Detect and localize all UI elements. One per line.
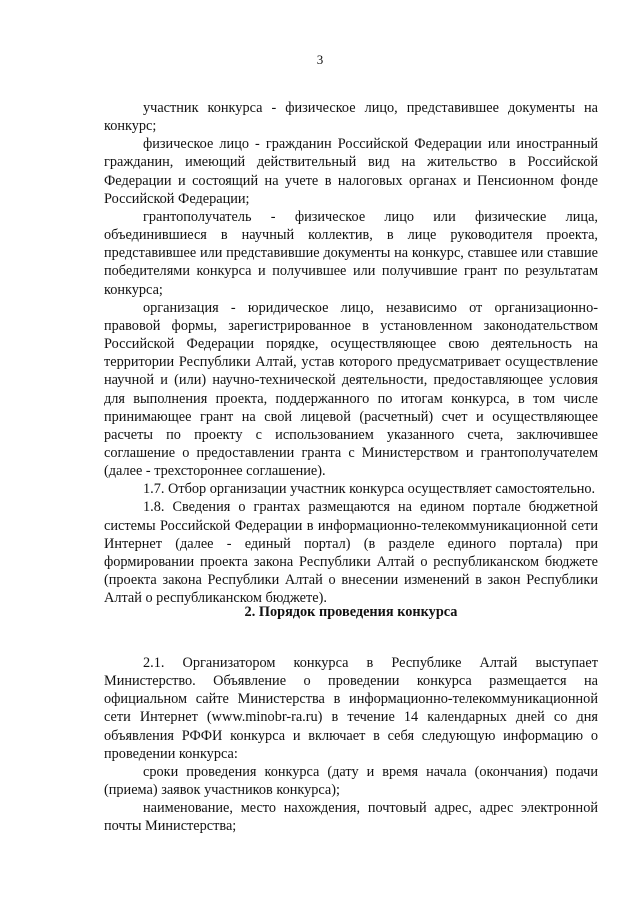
body-text-bottom [104,654,598,836]
paragraph-clause-1-7: 1.7. Отбор организации участник конкурса осуществляет самостоятельно. [143,481,596,498]
paragraph-grantee-definition: грантополучатель - физическое лицо или физические лица, объединившиеся в научный коллектив, в лице руководителя проекта, представившее или представившие документы на конкурс, ставшее или ставшие победителями конкурса и получившее или получившие грант по результатам конкурса; [104,208,598,298]
paragraph-organization-definition: организация - юридическое лицо, независимо от организационно-правовой формы, зарегистрированное в установленном законодательством Российской Федерации порядке, осуществляющее свою деятельность на территории Республики Алтай, устав которого предусматривает осуществление научной и (или) научно-технической деятельности, предоставляющее условия для выполнения проекта, поддержанного по итогам конкурса, в том числе принимающее грант на свой лицевой (расчетный) счет и осуществляющее расчеты по проекту с использованием указанного счета, заключившее соглашение о предоставлении гранта с Министерством и грантополучателем (далее - трехстороннее соглашение). [104,299,598,480]
paragraph-participant-definition: участник конкурса - физическое лицо, представившее документы на конкурс; [104,100,598,135]
paragraph-clause-1-8: 1.8. Сведения о грантах размещаются на едином портале бюджетной системы Российской Федерации в информационно-телекоммуникационной сети Интернет (далее - единый портал) (в разделе единого портала) при формировании проекта закона Республики Алтай о республиканском бюджете (проекта закона Республики Алтай о внесении изменений в закон Республики Алтай о республиканском бюджете). [104,499,598,607]
paragraph-clause-2-1: 2.1. Организатором конкурса в Республике Алтай выступает Министерство. Объявление о проведении конкурса размещается на официальном сайте Министерства в информационно-телекоммуникационной сети Интернет (www.minobr-ra.ru) в течение 14 календарных дней со дня объявления РФФИ конкурса и включает в себя следующую информацию о проведении конкурса: [104,655,598,762]
paragraph-contest-dates: сроки проведения конкурса (дату и время начала (окончания) подачи (приема) заявок участников конкурса); [104,763,598,799]
section-heading: 2. Порядок проведения конкурса [244,604,458,620]
body-text-top [104,99,598,607]
page-number: 3 [316,52,324,67]
paragraph-ministry-contacts: наименование, место нахождения, почтовый адрес, адрес электронной почты Министерства; [104,800,598,835]
paragraph-individual-definition: физическое лицо - гражданин Российской Федерации или иностранный гражданин, имеющий действительный вид на жительство в Российской Федерации и состоящий на учете в налоговых органах и Пенсионном фонде Российской Федерации; [104,136,598,207]
